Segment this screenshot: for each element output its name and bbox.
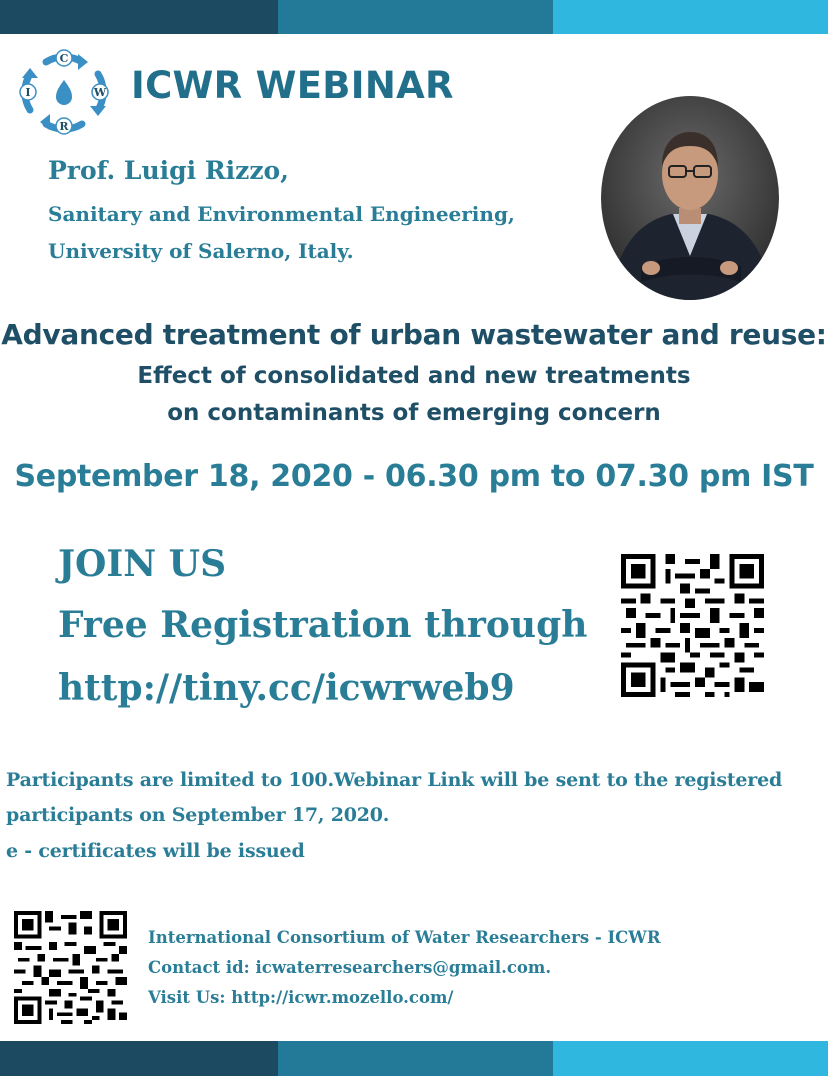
speaker-department: Sanitary and Environmental Engineering, — [48, 202, 515, 226]
footer-contact[interactable]: Contact id: icwaterresearchers@gmail.com. — [148, 958, 552, 977]
logo-letter-top: C — [59, 52, 69, 65]
bar-segment-dark — [0, 1041, 278, 1076]
speaker-name: Prof. Luigi Rizzo, — [48, 156, 289, 185]
bottom-color-bar — [0, 1041, 828, 1076]
talk-title: Advanced treatment of urban wastewater and reuse: — [1, 318, 827, 351]
top-color-bar — [0, 0, 828, 34]
icwr-logo-icon — [16, 44, 112, 140]
logo-letter-right: W — [93, 86, 107, 99]
speaker-university: University of Salerno, Italy. — [48, 239, 354, 263]
free-registration-text: Free Registration through — [58, 604, 588, 646]
qr-code-icon[interactable] — [621, 553, 764, 698]
footer-website[interactable]: Visit Us: http://icwr.mozello.com/ — [148, 988, 454, 1007]
bar-segment-light — [553, 0, 828, 34]
join-us-heading: JOIN US — [58, 543, 227, 585]
talk-subtitle-line1: Effect of consolidated and new treatments — [137, 363, 691, 389]
talk-subtitle-line2: on contaminants of emerging concern — [167, 400, 661, 426]
participants-note-cont: participants on September 17, 2020. — [6, 804, 390, 826]
registration-link[interactable]: http://tiny.cc/icwrweb9 — [58, 667, 515, 709]
speaker-portrait — [601, 96, 779, 300]
participants-note: Participants are limited to 100.Webinar Link will be sent to the registered — [6, 769, 783, 791]
logo-letter-left: I — [25, 86, 31, 99]
footer-organization: International Consortium of Water Researchers - ICWR — [148, 928, 661, 947]
event-datetime: September 18, 2020 - 06.30 pm to 07.30 pm IST — [14, 459, 814, 494]
bar-segment-dark — [0, 0, 278, 34]
logo-letter-bottom: R — [59, 120, 69, 133]
certificates-note: e - certificates will be issued — [6, 840, 305, 862]
bar-segment-light — [553, 1041, 828, 1076]
bar-segment-mid — [278, 0, 553, 34]
webinar-title: ICWR WEBINAR — [131, 64, 454, 107]
qr-code-icon[interactable] — [13, 911, 128, 1024]
bar-segment-mid — [278, 1041, 553, 1076]
